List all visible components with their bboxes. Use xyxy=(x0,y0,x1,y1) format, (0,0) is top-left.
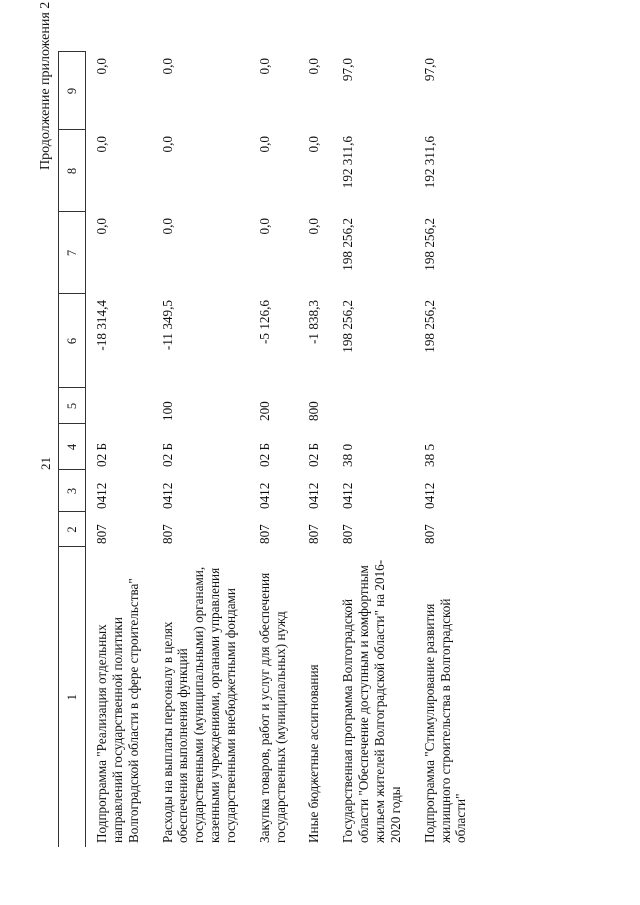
table-row xyxy=(414,52,480,847)
ministry-code: 807 xyxy=(306,524,322,544)
amount-cell: 0,0 xyxy=(306,218,322,235)
column-header: 5 xyxy=(59,388,86,424)
amount-cell: 192 311,6 xyxy=(340,136,356,189)
section-code: 0412 xyxy=(159,482,175,509)
program-code: 02 Б xyxy=(94,442,109,467)
section-code: 0412 xyxy=(340,482,356,509)
amount-cell: 0,0 xyxy=(159,136,175,153)
amount-cell: 198 256,2 xyxy=(421,300,437,353)
expense-type: 800 xyxy=(306,401,322,421)
page-number: 21 xyxy=(38,457,53,470)
amount-cell: -1 838,3 xyxy=(306,300,322,344)
ministry-code: 807 xyxy=(256,524,272,544)
program-code: 02 Б xyxy=(256,442,272,467)
row-name: Государственная программа Волгоградской области "Обеспечение доступным и комфортным жильем жителей Волгоградской области" на 2016-2020 годы xyxy=(340,559,403,843)
percent-cell: 0,0 xyxy=(306,58,322,75)
budget-table xyxy=(58,52,479,848)
section-code: 0412 xyxy=(256,482,272,509)
amount-cell: 198 256,2 xyxy=(421,218,437,271)
section-code: 0412 xyxy=(306,482,322,509)
amount-cell: 0,0 xyxy=(94,218,109,235)
percent-cell: 0,0 xyxy=(94,58,109,75)
column-header: 7 xyxy=(59,212,86,294)
amount-cell: 0,0 xyxy=(159,218,175,235)
table-row xyxy=(249,52,299,847)
program-code: 38 0 xyxy=(340,443,356,467)
column-header: 9 xyxy=(59,52,86,130)
table-row xyxy=(298,52,332,847)
percent-cell: 0,0 xyxy=(159,58,175,75)
column-header: 1 xyxy=(59,547,86,847)
table-row xyxy=(86,52,152,847)
expense-type: 200 xyxy=(256,401,272,421)
program-code: 38 5 xyxy=(421,443,437,467)
percent-cell: 0,0 xyxy=(256,58,272,75)
ministry-code: 807 xyxy=(340,524,356,544)
row-name: Иные бюджетные ассигнования xyxy=(306,664,322,843)
amount-cell: 0,0 xyxy=(306,136,322,153)
ministry-code: 807 xyxy=(421,524,437,544)
percent-cell: 97,0 xyxy=(340,58,356,82)
amount-cell: 198 256,2 xyxy=(340,300,356,353)
row-name: Закупка товаров, работ и услуг для обеспечения государственных (муниципальных) нужд xyxy=(256,572,288,843)
ministry-code: 807 xyxy=(159,524,175,544)
amount-cell: -18 314,4 xyxy=(94,300,109,351)
column-header: 2 xyxy=(59,512,86,547)
section-code: 0412 xyxy=(421,482,437,509)
amount-cell: 0,0 xyxy=(256,218,272,235)
expense-type: 100 xyxy=(159,401,175,421)
amount-cell: -11 349,5 xyxy=(159,300,175,351)
program-code: 02 Б xyxy=(159,442,175,467)
section-code: 0412 xyxy=(94,482,109,509)
amount-cell: 0,0 xyxy=(94,136,109,153)
amount-cell: -5 126,6 xyxy=(256,300,272,344)
column-header: 8 xyxy=(59,130,86,212)
table-row xyxy=(152,52,249,847)
percent-cell: 97,0 xyxy=(421,58,437,82)
column-header: 3 xyxy=(59,470,86,512)
row-name: Расходы на выплаты персоналу в целях обеспечения выполнения функций государственными (муниципальными) органами, казенными учреждениями, органами управления государственными внебюджетными фондами xyxy=(159,566,238,843)
column-number-row xyxy=(59,52,86,847)
amount-cell: 192 311,6 xyxy=(421,136,437,189)
table-row xyxy=(332,52,413,847)
row-name: Подпрограмма "Стимулирование развития жилищного строительства в Волгоградской области" xyxy=(421,598,469,843)
row-name: Подпрограмма "Реализация отдельных направлений государственной политики Волгоградской области в сфере строительства" xyxy=(94,578,141,843)
expense-type xyxy=(332,388,413,424)
column-header: 6 xyxy=(59,294,86,388)
expense-type xyxy=(86,388,152,424)
column-header: 4 xyxy=(59,424,86,470)
program-code: 02 Б xyxy=(306,442,322,467)
appendix-label: Продолжение приложения 2 xyxy=(38,1,53,170)
expense-type xyxy=(414,388,480,424)
amount-cell: 198 256,2 xyxy=(340,218,356,271)
ministry-code: 807 xyxy=(94,524,109,544)
amount-cell: 0,0 xyxy=(256,136,272,153)
